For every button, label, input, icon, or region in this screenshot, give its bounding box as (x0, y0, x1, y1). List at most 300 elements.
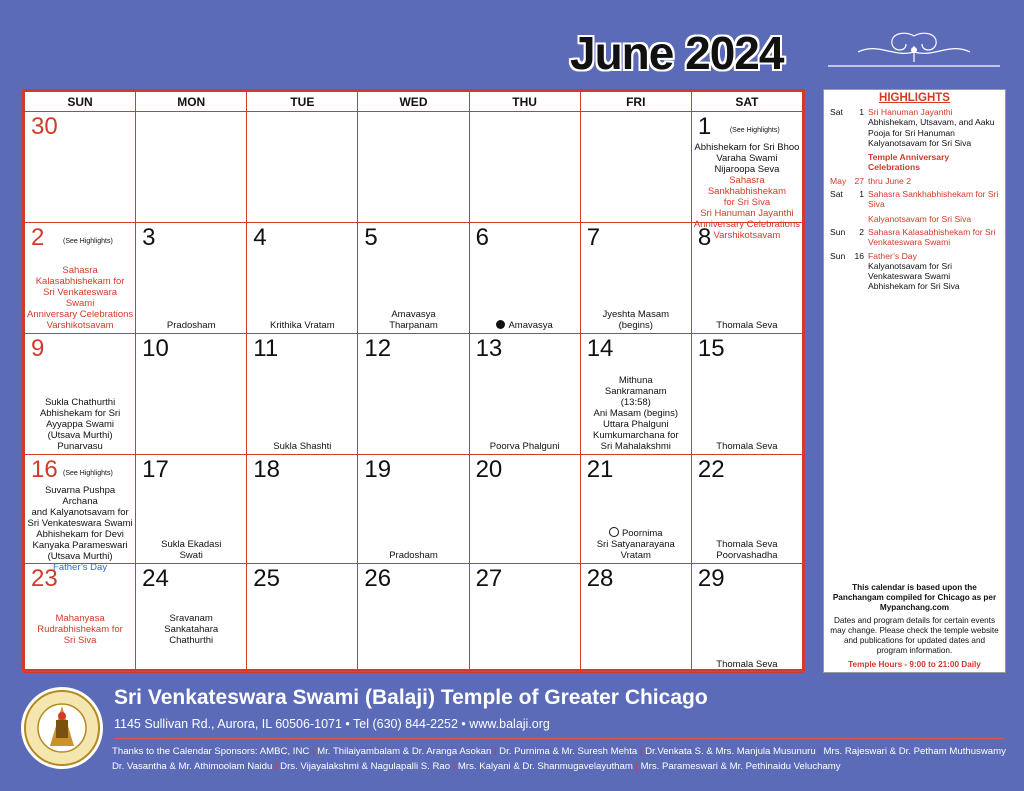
day-cell (247, 564, 358, 673)
day-cell-body (358, 223, 468, 333)
day-events (138, 539, 244, 561)
sponsor-name: Mrs. Parameswari & Mr. Pethinaidu Veluchamy (640, 761, 841, 772)
calendar-grid (22, 89, 805, 671)
weekday-header: SAT (691, 92, 802, 112)
sponsor-name: Dr. Purnima & Mr. Suresh Mehta (499, 746, 638, 757)
event-line (694, 175, 800, 197)
day-cell-body (470, 455, 580, 563)
day-cell (469, 112, 580, 223)
day-cell-body (136, 455, 246, 563)
day-cell-body (25, 455, 135, 573)
day-cell (469, 455, 580, 564)
event-text: Varshikotsavam (713, 230, 781, 241)
day-cell-body (470, 223, 580, 333)
highlight-day: Sun (830, 226, 846, 237)
day-events (27, 265, 133, 331)
day-number: 18 (253, 456, 280, 483)
event-text: Mithuna (618, 375, 653, 386)
event-text: Ani Masam (begins) (593, 408, 679, 419)
day-number: 25 (253, 565, 280, 592)
sponsor-name: Mrs. Rajeswari & Dr. Petham Muthuswamy (823, 746, 1006, 757)
weekday-header: FRI (580, 92, 691, 112)
event-text: Sukla Chathurthi (44, 397, 116, 408)
temple-seal-logo (20, 686, 104, 770)
event-line (27, 408, 133, 419)
event-text: Sankramanam (604, 386, 667, 397)
day-cell (25, 334, 136, 455)
day-cell-body (581, 112, 691, 222)
event-text: Sravanam (169, 613, 213, 624)
day-cell-body (581, 455, 691, 563)
day-cell-body (470, 334, 580, 454)
day-number: 28 (586, 565, 614, 592)
day-cell-body (358, 112, 468, 222)
day-cell-body (358, 334, 468, 454)
day-cell (25, 455, 136, 573)
event-text: Mahanyasa (55, 613, 105, 624)
highlight-line: Sahasra Sankhabhishekam for Sri Siva (868, 189, 999, 210)
event-line (27, 441, 133, 452)
highlight-text (868, 107, 999, 173)
event-line (249, 441, 355, 452)
highlight-line: Temple Anniversary Celebrations (868, 152, 950, 173)
event-text: Amavasya (508, 320, 553, 331)
day-cell (136, 223, 247, 334)
day-cell (691, 334, 802, 455)
day-cell-body (25, 564, 135, 672)
event-line (583, 550, 689, 561)
event-line (694, 659, 800, 670)
day-number: 20 (475, 456, 503, 483)
highlight-row (830, 107, 999, 173)
sponsor-separator: | (309, 746, 318, 757)
event-line (583, 397, 689, 408)
event-line (27, 265, 133, 276)
event-line (360, 550, 466, 561)
day-cell (580, 334, 691, 455)
day-number: 8 (697, 224, 712, 251)
see-highlights-note: (See Highlights) (63, 238, 113, 245)
day-number: 3 (142, 224, 156, 251)
event-text: Sri Venkateswara Swami (27, 518, 133, 529)
day-number: 16 (31, 456, 58, 483)
day-number: 5 (364, 224, 378, 251)
event-text: Punarvasu (57, 441, 103, 452)
event-line (583, 419, 689, 430)
day-cell-body (581, 564, 691, 672)
event-line (583, 430, 689, 441)
day-cell (247, 334, 358, 455)
event-line (27, 298, 133, 309)
highlight-line: Sahasra Kalasabhishekam for Sri Venkateswara Swami (868, 226, 996, 248)
highlight-row (830, 189, 999, 224)
day-cell-body (25, 223, 135, 333)
weekday-header: SUN (25, 92, 136, 112)
day-cell (691, 112, 802, 241)
highlight-line: Abhishekam for Sri Siva (868, 281, 960, 292)
day-cell-body (136, 223, 246, 333)
day-cell-body (692, 223, 802, 333)
event-text: Rudrabhishekam for (37, 624, 123, 635)
highlight-date: 16 (854, 250, 864, 261)
day-cell (358, 334, 469, 455)
sponsors-text (112, 744, 1012, 774)
weekday-header: THU (469, 92, 580, 112)
event-text: Abhishekam for Devi (36, 529, 124, 540)
event-text: Abhishekam for Sri Bhoo (694, 142, 800, 153)
event-text: Varaha Swami (716, 153, 778, 164)
event-line (694, 441, 800, 452)
event-text: Sankatahara (164, 624, 219, 635)
day-events (360, 309, 466, 331)
highlight-row (830, 227, 999, 248)
event-line (694, 208, 800, 219)
event-text: (Utsava Murthi) (47, 551, 113, 562)
day-cell-body (470, 564, 580, 672)
event-text: Swami (65, 298, 95, 309)
day-cell-body (247, 223, 357, 333)
event-text: Pradosham (166, 320, 216, 331)
temple-hours: Temple Hours - 9:00 to 21:00 Daily (848, 660, 981, 669)
highlight-line: Sri Hanuman Jayanthi (868, 107, 953, 117)
day-number: 13 (475, 335, 503, 362)
highlight-line: thru June 2 (868, 175, 911, 186)
day-events (249, 441, 355, 452)
day-number: 27 (475, 565, 503, 592)
week-row (25, 334, 803, 455)
event-text: Ayyappa Swami (46, 419, 115, 430)
day-cell (136, 112, 247, 223)
event-text: Nijaroopa Seva (714, 164, 780, 175)
temple-address: 1145 Sullivan Rd., Aurora, IL 60506-1071 • Tel (630) 844-2252 • www.balaji.org (114, 717, 550, 731)
sponsor-name: Mrs. Kalyani & Dr. Shanmugavelayutham (457, 761, 633, 772)
day-cell-body (358, 455, 468, 563)
event-line (694, 142, 800, 153)
day-number: 1 (697, 113, 712, 140)
event-text: Thomala Seva (716, 320, 778, 331)
day-events (27, 397, 133, 452)
sponsor-separator: | (491, 746, 500, 757)
day-cell (691, 455, 802, 564)
highlight-line: Kalyanotsavam for Sri Siva (868, 137, 972, 148)
see-highlights-note: (See Highlights) (729, 127, 780, 134)
day-number: 19 (364, 456, 392, 483)
event-text: Pradosham (389, 550, 438, 561)
event-line (138, 624, 244, 635)
day-events (694, 320, 800, 331)
event-line (27, 320, 133, 331)
day-cell (580, 112, 691, 223)
day-cell (136, 564, 247, 673)
highlight-text (868, 227, 999, 248)
day-number: 30 (31, 113, 58, 140)
day-events (694, 441, 800, 452)
day-events (472, 441, 578, 452)
event-text: Uttara Phalguni (603, 419, 669, 430)
week-row (25, 455, 803, 564)
event-line (27, 309, 133, 320)
highlight-date: 1 (859, 189, 864, 200)
event-text: Vratam (620, 550, 651, 561)
highlights-panel (823, 89, 1006, 673)
day-cell (25, 564, 136, 673)
event-text: Sahasra (62, 265, 98, 276)
event-line (27, 397, 133, 408)
weekday-header: MON (136, 92, 247, 112)
day-cell (580, 223, 691, 334)
event-text: Sukla Shashti (273, 441, 332, 452)
sponsor-name: Thanks to the Calendar Sponsors: AMBC, INC (112, 746, 310, 757)
highlight-text (868, 251, 999, 292)
event-text: and Kalyanotsavam for (31, 507, 129, 518)
event-line (694, 164, 800, 175)
event-text: Sri Hanuman Jayanthi (700, 208, 794, 219)
day-cell-body (136, 564, 246, 672)
event-text: Sri Satyanarayana (596, 539, 675, 550)
sponsor-separator: | (272, 761, 281, 772)
event-text: Poornima (621, 528, 663, 539)
day-cell (691, 223, 802, 334)
day-cell-body (247, 564, 357, 672)
day-cell-body (247, 112, 357, 222)
day-events (583, 375, 689, 452)
event-text: Kumkumarchana for (593, 430, 679, 441)
day-number: 24 (142, 565, 169, 592)
day-events (360, 550, 466, 561)
sponsor-name: Dr. Vasantha & Mr. Athimoolam Naidu (112, 761, 273, 772)
day-cell-body (247, 334, 357, 454)
highlight-text (868, 189, 999, 224)
event-line (27, 287, 133, 298)
week-row (25, 112, 803, 223)
event-line (27, 507, 133, 518)
event-line (27, 624, 133, 635)
event-text: Abhishekam for Sri (39, 408, 121, 419)
highlight-line: Kalyanotsavam for Sri Venkateswara Swami (868, 260, 953, 282)
event-line (583, 408, 689, 419)
event-text: Tharpanam (389, 320, 438, 331)
day-number: 29 (697, 565, 725, 592)
day-events (583, 309, 689, 331)
day-number: 7 (586, 224, 601, 251)
day-events (27, 613, 133, 646)
see-highlights-note: (See Highlights) (63, 470, 113, 477)
day-cell (136, 455, 247, 564)
event-text: Sahasra Sankhabhishekam (707, 175, 786, 197)
event-text: Krithika Vratam (270, 320, 335, 331)
event-text: Anniversary Celebrations (27, 309, 134, 320)
sponsor-separator: | (815, 746, 824, 757)
event-line (27, 485, 133, 507)
day-events (583, 527, 689, 561)
event-line (694, 539, 800, 550)
event-line (27, 540, 133, 551)
event-line (27, 430, 133, 441)
day-cell-body (136, 334, 246, 454)
event-line (138, 320, 244, 331)
highlight-day: Sun (830, 250, 846, 261)
weekday-header: TUE (247, 92, 358, 112)
highlights-list (824, 107, 1005, 292)
weekday-header: WED (358, 92, 469, 112)
day-cell-body (358, 564, 468, 672)
event-text: Suvarna Pushpa Archana (44, 485, 116, 507)
highlights-title: HIGHLIGHTS (879, 92, 950, 104)
day-events (694, 659, 800, 670)
day-number: 22 (697, 456, 725, 483)
sponsor-separator: | (632, 761, 641, 772)
highlight-text (868, 176, 999, 186)
event-text: Chathurthi (169, 635, 214, 646)
event-text: Thomala Seva (716, 441, 778, 452)
highlight-line: Father’s Day (868, 250, 917, 261)
day-cell (469, 223, 580, 334)
event-text: for Sri Siva (723, 197, 771, 208)
event-line (583, 527, 689, 539)
sponsor-separator: | (637, 746, 646, 757)
event-text: Varshikotsavam (46, 320, 114, 331)
day-cell (358, 112, 469, 223)
day-cell (136, 334, 247, 455)
event-text: Kanyaka Parameswari (32, 540, 128, 551)
event-line (27, 551, 133, 562)
event-text: (13:58) (620, 397, 651, 408)
event-text: Kalasabhishekam for (35, 276, 125, 287)
month-table (24, 91, 803, 673)
note-source: This calendar is based upon the Panchangam compiled for Chicago as per Mypanchang.com (832, 583, 997, 612)
week-row (25, 564, 803, 673)
day-cell (469, 334, 580, 455)
event-line (138, 550, 244, 561)
week-row (25, 223, 803, 334)
sponsors-line-2 (112, 759, 1012, 774)
day-number: 11 (253, 335, 279, 362)
event-text: Anniversary Celebrations (693, 219, 800, 230)
highlight-row (830, 176, 999, 186)
event-line (694, 550, 800, 561)
event-line (27, 529, 133, 540)
day-cell-body (581, 334, 691, 454)
day-number: 12 (364, 335, 392, 362)
day-events (138, 320, 244, 331)
day-events (472, 320, 578, 331)
event-text: Thomala Seva (716, 539, 778, 550)
event-text: Poorvashadha (716, 550, 778, 561)
day-number: 9 (31, 335, 45, 362)
day-events (138, 613, 244, 646)
event-line (360, 309, 466, 320)
day-cell (247, 455, 358, 564)
sponsor-name: Mr. Thilaiyambalam & Dr. Aranga Asokan (317, 746, 492, 757)
day-cell-body (692, 455, 802, 563)
event-line (27, 419, 133, 430)
event-line (360, 320, 466, 331)
event-text: Sri Siva (63, 635, 97, 646)
day-number: 2 (31, 224, 45, 251)
day-events (694, 539, 800, 561)
day-number: 6 (475, 224, 489, 251)
event-line (694, 197, 800, 208)
event-text: Sukla Ekadasi (161, 539, 222, 550)
highlight-row (830, 251, 999, 292)
event-line (583, 375, 689, 386)
day-cell-body (581, 223, 691, 333)
highlight-line: Kalyanotsavam for Sri Siva (868, 213, 972, 224)
day-cell-body (692, 564, 802, 672)
event-line (138, 539, 244, 550)
event-line (27, 518, 133, 529)
full-moon-icon (609, 527, 619, 537)
event-text: Sri Mahalakshmi (600, 441, 671, 452)
day-number: 26 (364, 565, 392, 592)
event-line (583, 309, 689, 320)
event-line (694, 153, 800, 164)
highlight-date: 27 (854, 175, 864, 186)
day-cell-body (470, 112, 580, 222)
footer-divider (114, 738, 1004, 739)
event-line (583, 320, 689, 331)
day-number: 10 (142, 335, 169, 362)
day-cell-body (136, 112, 246, 222)
day-cell-body (25, 112, 135, 222)
day-cell (25, 223, 136, 334)
day-cell-body (25, 334, 135, 454)
event-text: Father’s Day (53, 562, 108, 573)
highlight-day: Sat (830, 107, 843, 117)
event-line (249, 320, 355, 331)
day-events (27, 485, 133, 573)
highlight-day: Sat (830, 189, 843, 200)
ornament-flourish-icon (828, 28, 1000, 72)
day-cell (358, 455, 469, 564)
event-text: Poorva Phalguni (489, 441, 560, 452)
disclaimer-note (828, 583, 1001, 670)
event-line (694, 320, 800, 331)
day-cell (580, 455, 691, 564)
day-cell-body (692, 112, 802, 241)
day-events (249, 320, 355, 331)
event-line (138, 635, 244, 646)
day-number: 23 (31, 565, 58, 592)
sponsor-name: Drs. Vijayalakshmi & Nagulapalli S. Rao (280, 761, 451, 772)
event-text: Amavasya (391, 309, 436, 320)
event-line (27, 276, 133, 287)
day-number: 14 (586, 335, 614, 362)
highlight-day: May (830, 175, 847, 186)
event-line (472, 320, 578, 331)
event-text: Sri Venkateswara (43, 287, 118, 298)
event-line (27, 613, 133, 624)
day-number: 21 (586, 456, 614, 483)
day-cell (469, 564, 580, 673)
day-cell (25, 112, 136, 223)
sponsor-name: Dr.Venkata S. & Mrs. Manjula Musunuru (645, 746, 816, 757)
day-cell (358, 223, 469, 334)
new-moon-icon (496, 320, 505, 329)
event-line (27, 635, 133, 646)
note-body: Dates and program details for certain events may change. Please check the temple website and publications for updated dates and program information. (830, 616, 999, 655)
event-line (138, 613, 244, 624)
event-text: Thomala Seva (716, 659, 778, 670)
day-cell-body (692, 334, 802, 454)
temple-name: Sri Venkateswara Swami (Balaji) Temple of Greater Chicago (114, 686, 708, 709)
sponsors-line-1 (112, 744, 1012, 759)
day-cell-body (247, 455, 357, 563)
sponsor-separator: | (450, 761, 458, 772)
highlight-date: 2 (859, 226, 864, 237)
highlight-date: 1 (859, 107, 864, 117)
event-text: (begins) (618, 320, 653, 331)
